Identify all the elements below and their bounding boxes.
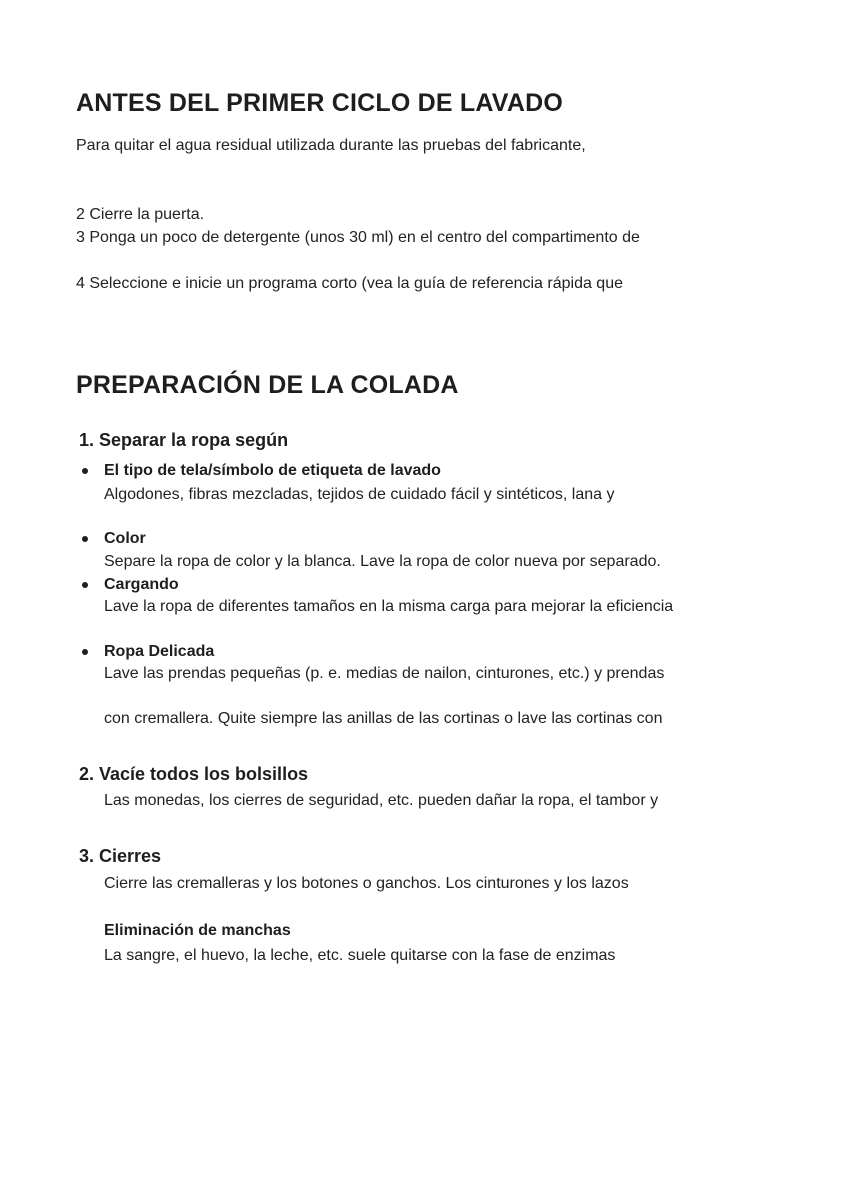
bullet-text: con cremallera. Quite siempre las anillas de las cortinas o lave las cortinas con (104, 710, 663, 727)
bullet-text: Lave la ropa de diferentes tamaños en la misma carga para mejorar la eficiencia (104, 598, 674, 615)
step-item: 3 Ponga un poco de detergente (unos 30 ml) en el centro del compartimento de (76, 229, 640, 246)
bullet-text: Separe la ropa de color y la blanca. Lave la ropa de color nueva por separado. (104, 553, 661, 570)
subheading-closures: 3. Cierres (79, 846, 162, 866)
bullet-dot-icon (82, 468, 88, 474)
subheading-pockets: 2. Vacíe todos los bolsillos (79, 764, 309, 784)
section-title-first-wash: ANTES DEL PRIMER CICLO DE LAVADO (76, 89, 563, 117)
step-item: 2 Cierre la puerta. (76, 206, 205, 223)
section-title-preparation: PREPARACIÓN DE LA COLADA (76, 371, 459, 399)
subheading-stains: Eliminación de manchas (104, 922, 291, 939)
closures-text: Cierre las cremalleras y los botones o ganchos. Los cinturones y los lazos (104, 875, 629, 892)
step-item: 4 Seleccione e inicie un programa corto (vea la guía de referencia rápida que (76, 275, 623, 292)
bullet-dot-icon (82, 536, 88, 542)
stains-text: La sangre, el huevo, la leche, etc. suele quitarse con la fase de enzimas (104, 947, 616, 964)
subheading-sort: 1. Separar la ropa según (79, 430, 289, 450)
pockets-text: Las monedas, los cierres de seguridad, etc. pueden dañar la ropa, el tambor y (104, 792, 659, 809)
bullet-dot-icon (82, 649, 88, 655)
bullet-title: Cargando (104, 576, 179, 593)
bullet-text: Algodones, fibras mezcladas, tejidos de cuidado fácil y sintéticos, lana y (104, 486, 615, 503)
section-intro: Para quitar el agua residual utilizada durante las pruebas del fabricante, (76, 137, 586, 154)
bullet-dot-icon (82, 582, 88, 588)
bullet-title: Color (104, 530, 146, 547)
bullet-text: Lave las prendas pequeñas (p. e. medias de nailon, cinturones, etc.) y prendas (104, 665, 665, 682)
bullet-title: Ropa Delicada (104, 643, 215, 660)
bullet-title: El tipo de tela/símbolo de etiqueta de lavado (104, 462, 441, 479)
